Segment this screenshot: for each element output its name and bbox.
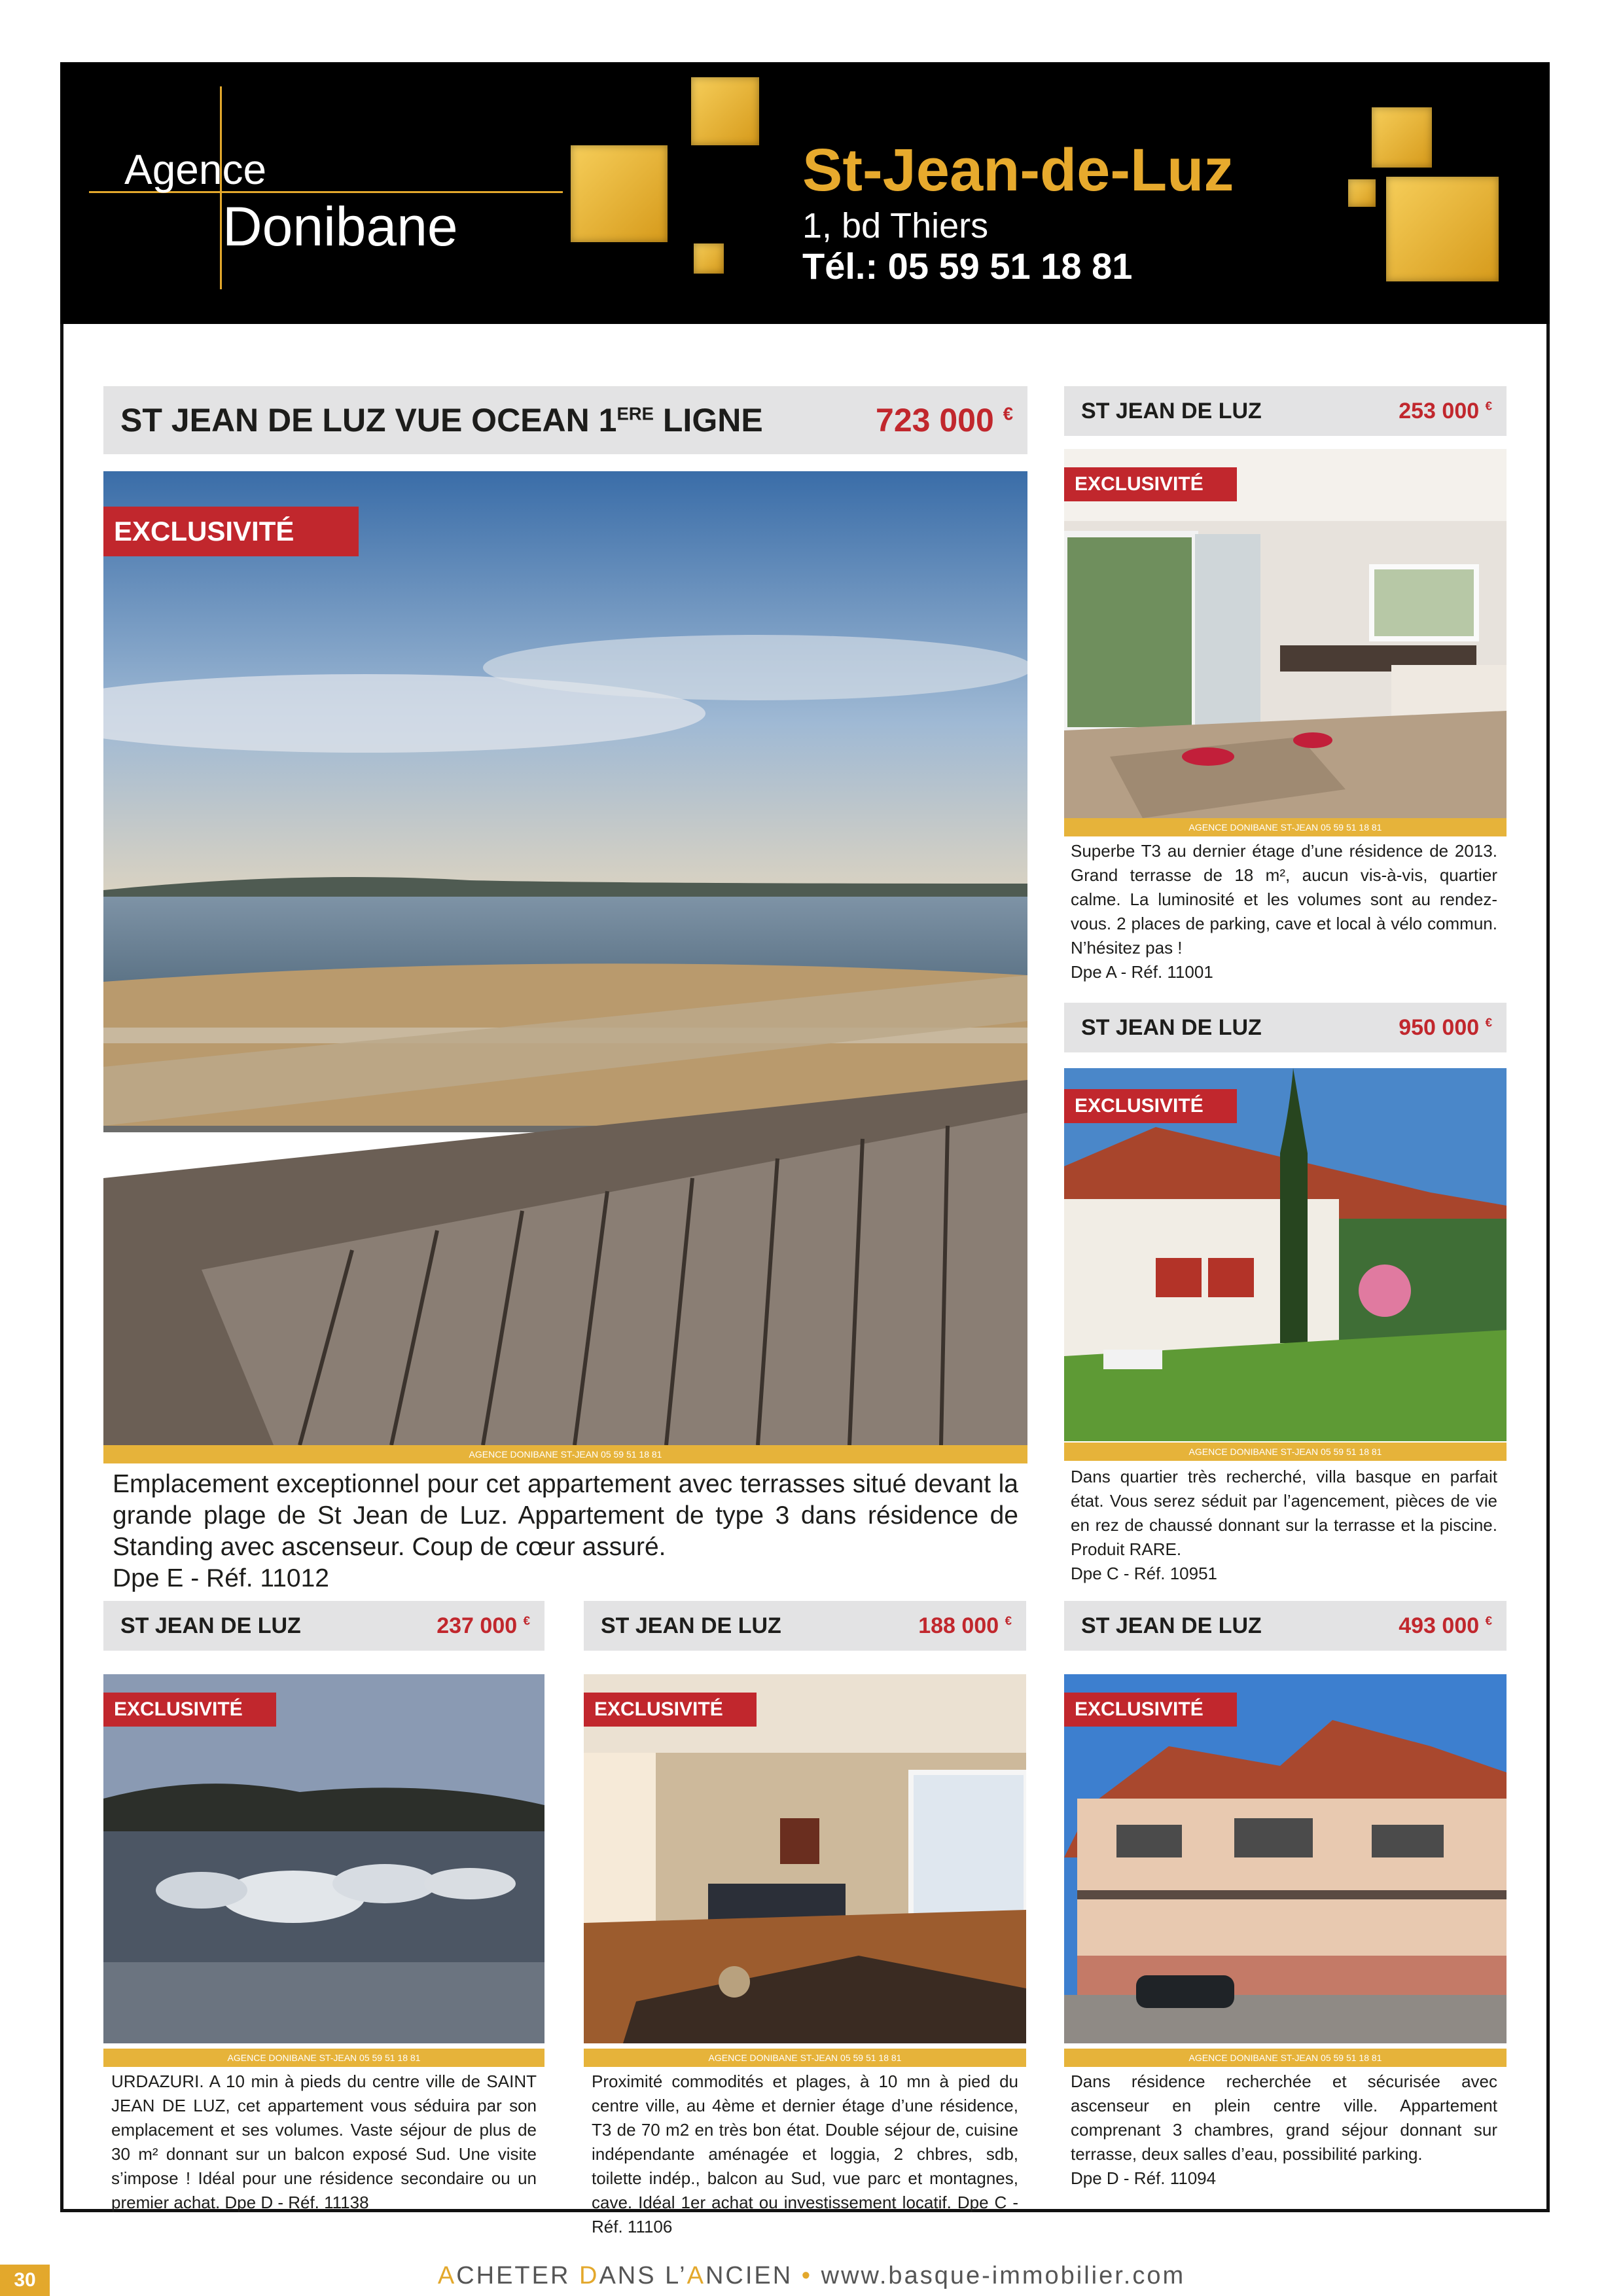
listing-title-bar: [103, 1601, 544, 1651]
listing-price: 253 000 €: [1399, 398, 1492, 423]
residence-building-photo: [1064, 1674, 1507, 2043]
agency-phone: Tél.: 05 59 51 18 81: [802, 245, 1133, 287]
listing-title-bar: [103, 386, 1027, 454]
photo-credit: AGENCE DONIBANE ST-JEAN 05 59 51 18 81: [1064, 818, 1507, 836]
photo-credit: AGENCE DONIBANE ST-JEAN 05 59 51 18 81: [103, 2049, 544, 2067]
listing-title: ST JEAN DE LUZ: [120, 1613, 301, 1638]
listing-title: ST JEAN DE LUZ: [601, 1613, 781, 1638]
photo-credit: AGENCE DONIBANE ST-JEAN 05 59 51 18 81: [584, 2049, 1026, 2067]
page-number: 30: [0, 2265, 50, 2296]
listing-price: 237 000 €: [437, 1613, 530, 1638]
ocean-terrace-photo: [103, 471, 1027, 1445]
agency-address: 1, bd Thiers: [802, 206, 989, 245]
gold-square-icon: [571, 145, 668, 242]
exclusivity-badge: EXCLUSIVITÉ: [103, 1693, 276, 1727]
exclusivity-badge: EXCLUSIVITÉ: [103, 507, 359, 556]
footer-website[interactable]: www.basque-immobilier.com: [821, 2262, 1186, 2289]
listing-title: ST JEAN DE LUZ: [1081, 1014, 1262, 1040]
harbor-boats-photo: [103, 1674, 544, 2043]
listing-description: Superbe T3 au dernier étage d’une résidence de 2013. Grand terrasse de 18 m², aucun vis-à-vis, quartier calme. La luminosité et les volumes sont au rendez-vous. 2 places de parking, cave et local à vélo commun. N’hésitez pas ! Dpe A - Réf. 11001: [1071, 841, 1497, 982]
listing-title-bar: [1064, 1003, 1507, 1052]
listing-title: ST JEAN DE LUZ VUE OCEAN 1ERE LIGNE: [120, 402, 763, 439]
gold-square-icon: [1386, 177, 1499, 281]
photo-credit: AGENCE DONIBANE ST-JEAN 05 59 51 18 81: [103, 1445, 1027, 1463]
listing-title-bar: [1064, 386, 1507, 436]
basque-villa-photo: [1064, 1068, 1507, 1441]
logo-agency-name: Donibane: [223, 196, 458, 257]
listing-price: 950 000 €: [1399, 1014, 1492, 1040]
agency-city: St-Jean-de-Luz: [802, 137, 1234, 204]
listing-description: Emplacement exceptionnel pour cet appartement avec terrasses situé devant la grande plage de St Jean de Luz. Appartement de type 3 dans résidence de Standing avec ascenseur. Coup de cœur assuré. Dpe E - Réf. 11012: [113, 1470, 1018, 1592]
gold-square-icon: [1372, 107, 1432, 168]
photo-credit: AGENCE DONIBANE ST-JEAN 05 59 51 18 81: [1064, 1443, 1507, 1461]
exclusivity-badge: EXCLUSIVITÉ: [1064, 467, 1237, 501]
living-room-photo: [1064, 449, 1507, 818]
listing-title: ST JEAN DE LUZ: [1081, 1613, 1262, 1638]
logo-agency-word: Agence: [124, 146, 267, 193]
listing-title: ST JEAN DE LUZ: [1081, 398, 1262, 423]
listing-description: Proximité commodités et plages, à 10 mn à pied du centre ville, au 4ème et dernier étage d’une résidence, T3 de 70 m2 en très bon état. Double séjour de, cuisine indépendante aménagée et loggia, 2 chbres, sdb, toilette indép., balcon au Sud, vue parc et montagnes, cave. Idéal 1er achat ou investissement locatif. Dpe C - Réf. 11106: [592, 2072, 1018, 2236]
listing-price: 723 000 €: [876, 402, 1013, 439]
listing-price: 188 000 €: [918, 1613, 1012, 1638]
listing-description: Dans quartier très recherché, villa basque en parfait état. Vous serez séduit par l’agencement, pièces de vie en rez de chaussé donnant sur la terrasse et la piscine. Produit RARE. Dpe C - Réf. 10951: [1071, 1467, 1497, 1583]
exclusivity-badge: EXCLUSIVITÉ: [1064, 1693, 1237, 1727]
listing-price: 493 000 €: [1399, 1613, 1492, 1638]
exclusivity-badge: EXCLUSIVITÉ: [584, 1693, 757, 1727]
gold-square-icon: [694, 243, 724, 274]
footer-tagline: ACHETER DANS L’ANCIEN • www.basque-immobilier.com: [437, 2262, 1186, 2289]
exclusivity-badge: EXCLUSIVITÉ: [1064, 1089, 1237, 1123]
apartment-interior-photo: [584, 1674, 1026, 2043]
listing-title-bar: [584, 1601, 1026, 1651]
listing-description: URDAZURI. A 10 min à pieds du centre ville de SAINT JEAN DE LUZ, cet appartement vous séduira par son emplacement et ses volumes. Vaste séjour de plus de 30 m² donnant sur un balcon exposé Sud. Une visite s’impose ! Idéal pour une résidence secondaire ou un premier achat. Dpe D - Réf. 11138: [111, 2072, 537, 2212]
listing-title-bar: [1064, 1601, 1507, 1651]
gold-square-icon: [691, 77, 759, 145]
gold-square-icon: [1348, 179, 1376, 207]
listing-description: Dans résidence recherchée et sécurisée avec ascenseur en plein centre ville. Appartement comprenant 3 chambres, grand séjour donnant sur terrasse, deux salles d’eau, possibilité parking. Dpe D - Réf. 11094: [1071, 2072, 1497, 2188]
photo-credit: AGENCE DONIBANE ST-JEAN 05 59 51 18 81: [1064, 2049, 1507, 2067]
